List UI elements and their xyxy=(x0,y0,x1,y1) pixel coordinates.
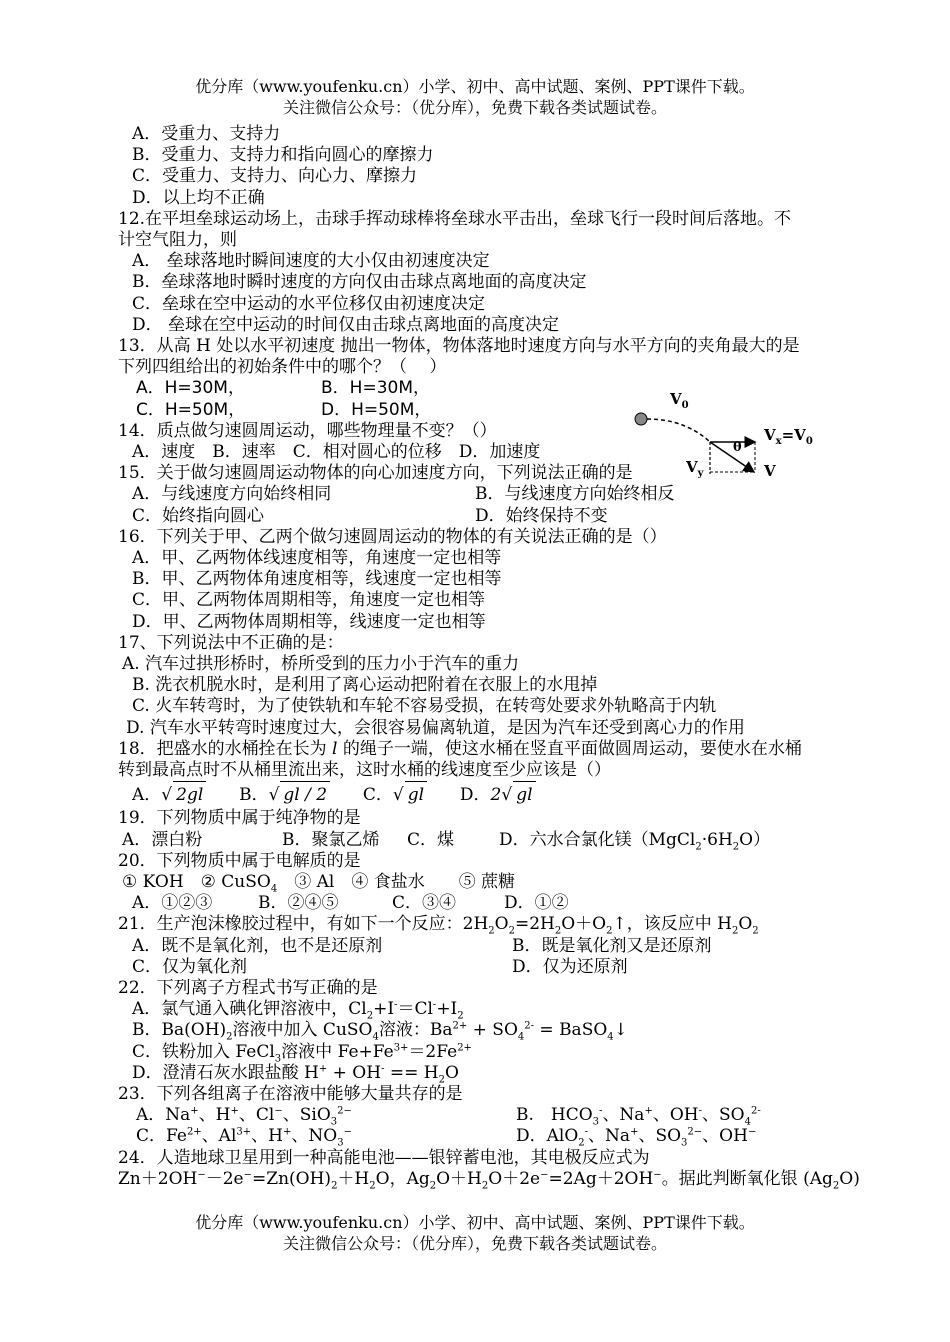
q20-options xyxy=(118,893,863,914)
exam-content xyxy=(118,124,863,1190)
q19-option-a: A．漂白粉 xyxy=(122,829,203,850)
label-vy: $V_y$ xyxy=(686,458,704,479)
q23-options-ab xyxy=(118,1105,863,1126)
q22-stem: 22．下列离子方程式书写正确的是 xyxy=(118,977,378,998)
q18-option-b: B． xyxy=(239,785,269,806)
q17-option-c: C. 火车转弯时，为了使铁轨和车轮不容易受损，在转弯处要求外轨略高于内轨 xyxy=(132,696,717,717)
q17-option-a: A. 汽车过拱形桥时，桥所受到的压力小于汽车的重力 xyxy=(122,654,520,675)
q19-option-c: C．煤 xyxy=(407,829,455,850)
q21-option-a: A．既不是氧化剂，也不是还原剂 xyxy=(132,935,383,956)
header xyxy=(0,76,950,118)
q18-option-d-coef: 2 xyxy=(490,785,502,806)
v-arrow xyxy=(710,442,754,472)
q24-stem-2: $Zn+2OH^--2e^-=Zn(OH)_2+H_2O$，$Ag_2O+H_2O+2e^-=2Ag+2OH^-$。据此判断氧化银 $(Ag_2O)$ xyxy=(118,1168,860,1192)
q12-option-d: D． 垒球在空中运动的时间仅由击球点离地面的高度决定 xyxy=(132,314,560,335)
q21-option-d: D．仅为还原剂 xyxy=(512,956,628,977)
q20-option-b: B．②④⑤ xyxy=(258,893,339,914)
q15-option-d: D．始终保持不变 xyxy=(475,505,608,526)
q13-stem-1: 13．从高 H 处以水平初速度 抛出一物体，物体落地时速度方向与水平方向的夹角最大的是 xyxy=(118,336,800,357)
q14-stem: 14．质点做匀速圆周运动，哪些物理量不变？（） xyxy=(118,420,497,441)
label-theta: θ xyxy=(733,440,742,455)
q19-stem: 19．下列物质中属于纯净物的是 xyxy=(118,808,361,829)
q18-option-b-radicand: gl / 2 xyxy=(280,781,330,808)
q19-option-b: B．聚氯乙烯 xyxy=(282,829,380,850)
footer-line-2: 关注微信公众号：（优分库），免费下载各类试题试卷。 xyxy=(282,1234,667,1253)
q18-option-a-radicand: 2gl xyxy=(173,781,206,808)
projectile-velocity-diagram xyxy=(630,382,830,482)
q18-option-a: A． xyxy=(132,785,162,806)
q19-option-d: D．六水合氯化镁$(MgCl_2\cdot 6H_2O)$ xyxy=(499,829,771,852)
q12-stem-2: 计空气阻力，则 xyxy=(118,230,237,251)
q11-option-c: C．受重力、支持力、向心力、摩擦力 xyxy=(132,166,418,187)
q21-stem: 21．生产泡沫橡胶过程中，有如下一个反应：$2H_2O_2=2H_2O+O_2↑$，该反应中 $H_2O_2$ xyxy=(118,914,759,937)
q16-option-d: D．甲、乙两物体周期相等，线速度一定也相等 xyxy=(132,611,486,632)
q18-option-c-radicand: gl xyxy=(405,781,427,808)
q15-option-c: C．始终指向圆心 xyxy=(132,505,265,526)
q17-stem: 17、下列说法中不正确的是： xyxy=(118,632,344,653)
q22-option-b: B．$Ba(OH)_2$溶液中加入 CuSO$_4$溶液：$Ba^{2+} + SO_4^{2-}$ = BaSO$_4$↓ xyxy=(132,1020,628,1043)
q20-stem: 20．下列物质中属于电解质的是 xyxy=(118,850,361,871)
q20-option-d: D．①② xyxy=(504,893,569,914)
q15-stem: 15．关于做匀速圆周运动物体的向心加速度方向，下列说法正确的是 xyxy=(118,463,633,484)
q18-options xyxy=(118,781,863,808)
q16-option-a: A．甲、乙两物体线速度相等，角速度一定也相等 xyxy=(132,548,502,569)
q23-option-b: B. $HCO_3^-$、Na+、OH-、$SO_4^{2-}$ xyxy=(516,1105,761,1128)
sqrt-icon: √ xyxy=(501,785,513,806)
q20-option-c: C．③④ xyxy=(392,893,457,914)
label-v: V xyxy=(764,462,776,480)
q23-stem: 23．下列各组离子在溶液中能够大量共存的是 xyxy=(118,1083,463,1104)
q22-option-d: D．澄清石灰水跟盐酸 $H^+ + OH^- == H_2O$ xyxy=(132,1062,459,1086)
q23-options-cd xyxy=(118,1126,863,1147)
q21-option-c: C．仅为氧化剂 xyxy=(132,956,248,977)
q13-stem-2: 下列四组给出的初始条件中的哪个？（ ） xyxy=(118,357,447,378)
q18-option-d-radicand: gl xyxy=(513,781,535,808)
header-line-2: 关注微信公众号：（优分库），免费下载各类试题试卷。 xyxy=(282,98,667,117)
q14-options: A．速度 B．速率 C．相对圆心的位移 D．加速度 xyxy=(132,442,541,463)
q15-option-a: A．与线速度方向始终相同 xyxy=(132,484,332,505)
q12-stem-1: 12.在平坦垒球运动场上，击球手挥动球棒将垒球水平击出，垒球飞行一段时间后落地。不 xyxy=(118,208,792,229)
ball-icon xyxy=(635,413,647,425)
footer xyxy=(0,1212,950,1254)
sqrt-icon: √ xyxy=(268,785,280,806)
q13-option-d: D．H=50M， xyxy=(321,399,432,420)
q18-option-c: C． xyxy=(362,785,393,806)
q18-stem-1: 18．把盛水的水桶拴在长为 l 的绳子一端，使这水桶在竖直平面做圆周运动，要使水在水桶 xyxy=(118,738,802,759)
footer-line-1: 优分库（www.youfenku.cn）小学、初中、高中试题、案例、PPT课件下载。 xyxy=(195,1213,755,1232)
q20-option-a: A．①②③ xyxy=(132,893,213,914)
q15-options-ab xyxy=(118,484,863,505)
q15-option-b: B．与线速度方向始终相反 xyxy=(475,484,675,505)
q16-option-c: C．甲、乙两物体周期相等，角速度一定也相等 xyxy=(132,590,486,611)
q21-options-ab xyxy=(118,936,863,957)
q19-options xyxy=(118,830,863,851)
q23-option-d: D．AlO$_2$-、Na+、$SO_3^{2-}$、OH− xyxy=(516,1126,757,1149)
q12-option-b: B．垒球落地时瞬时速度的方向仅由击球点离地面的高度决定 xyxy=(132,272,587,293)
q12-option-c: C．垒球在空中运动的水平位移仅由初速度决定 xyxy=(132,293,486,314)
q13-option-c: C．H=50M， xyxy=(136,399,246,420)
sqrt-icon: √ xyxy=(161,785,173,806)
label-v0: $V_0$ xyxy=(670,390,689,411)
q21-option-b: B．既是氧化剂又是还原剂 xyxy=(512,935,712,956)
q23-option-a: A．Na+、H+、Cl−、SiO$_3^{2-}$ xyxy=(136,1105,352,1128)
q13-option-b: B．H=30M， xyxy=(321,378,430,399)
q22-option-a: A．氯气通入碘化钾溶液中，$Cl_2+I^-=Cl^-+I_2$ xyxy=(132,999,464,1022)
variable-l: l xyxy=(332,738,338,759)
q21-options-cd xyxy=(118,957,863,978)
q18-stem-2: 转到最高点时不从桶里流出来，这时水桶的线速度至少应该是（） xyxy=(118,760,611,781)
q18-option-d: D． xyxy=(459,785,491,806)
sqrt-icon: √ xyxy=(392,785,404,806)
label-vx: $V_x=V_0$ xyxy=(764,426,813,447)
q15-options-cd xyxy=(118,506,863,527)
q11-option-a: A．受重力、支持力 xyxy=(132,124,281,144)
q17-option-d: D. 汽车水平转弯时速度过大，会很容易偏离轨道，是因为汽车还受到离心力的作用 xyxy=(126,717,745,738)
q13-option-a: A．H=30M， xyxy=(136,378,245,399)
q16-option-b: B．甲、乙两物体角速度相等，线速度一定也相等 xyxy=(132,569,502,590)
q23-option-c: C．$Fe^{2+}$、$Al^{3+}$、H+、$NO_3^-$ xyxy=(136,1126,352,1149)
q17-option-b: B. 洗衣机脱水时，是利用了离心运动把附着在衣服上的水甩掉 xyxy=(132,675,598,696)
q12-option-a: A． 垒球落地时瞬间速度的大小仅由初速度决定 xyxy=(132,251,490,272)
header-line-1: 优分库（www.youfenku.cn）小学、初中、高中试题、案例、PPT课件下载。 xyxy=(195,77,755,96)
q11-option-d: D．以上均不正确 xyxy=(132,187,265,208)
q22-option-c: C．铁粉加入 FeCl$_3$溶液中 $Fe+Fe^{3+}=2Fe^{2+}$ xyxy=(132,1041,472,1064)
q11-option-b: B．受重力、支持力和指向圆心的摩擦力 xyxy=(132,145,434,166)
q20-items: ① KOH ② CuSO$_4$ ③ Al ④ 食盐水 ⑤ 蔗糖 xyxy=(122,871,516,895)
q24-stem-1: 24．人造地球卫星用到一种高能电池——银锌蓄电池，其电极反应式为 xyxy=(118,1147,650,1168)
trajectory-curve xyxy=(647,419,710,442)
q16-stem: 16．下列关于甲、乙两个做匀速圆周运动的物体的有关说法正确的是（） xyxy=(118,526,667,547)
